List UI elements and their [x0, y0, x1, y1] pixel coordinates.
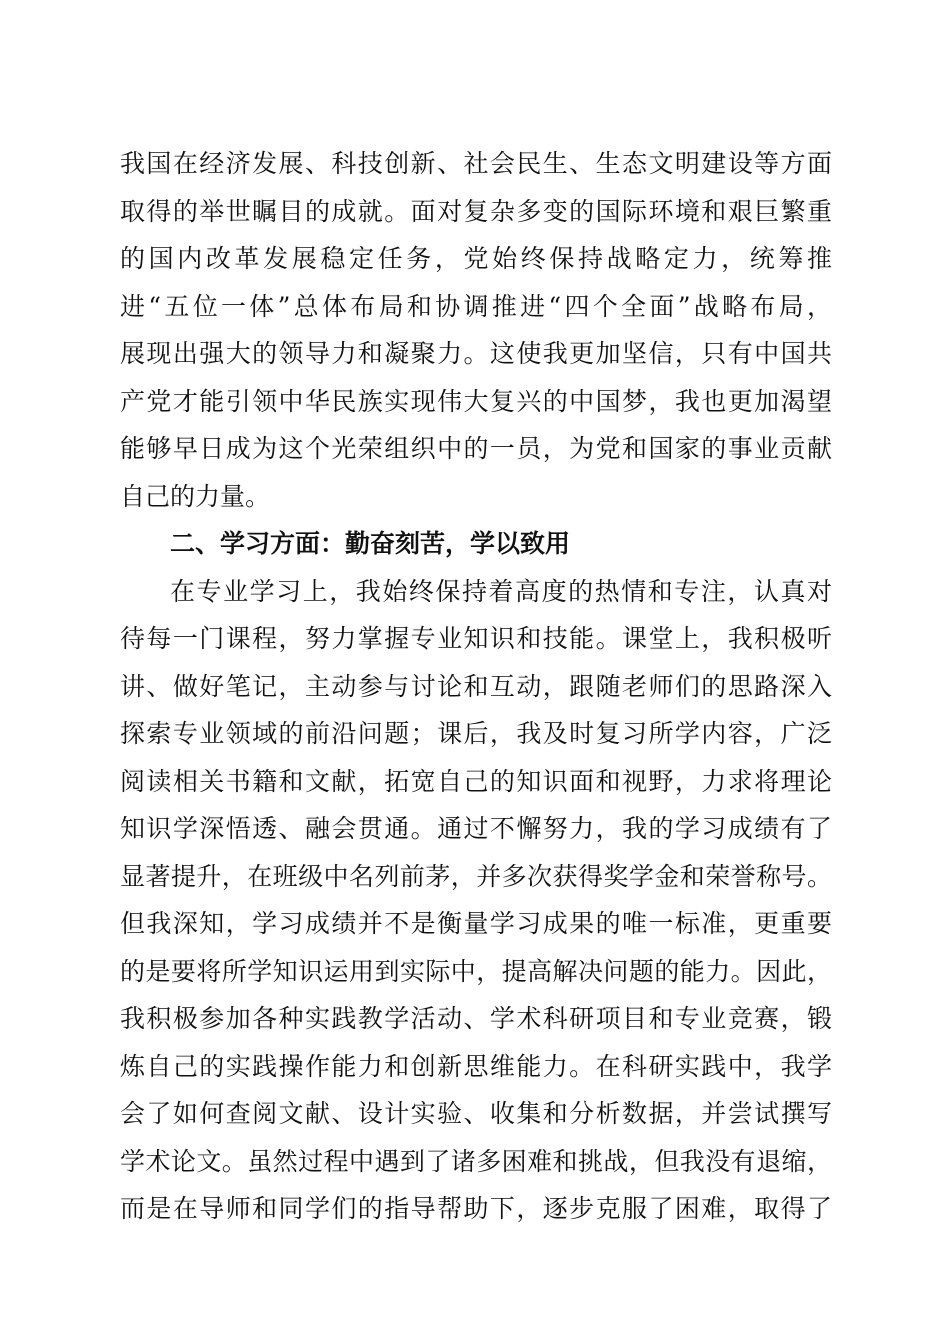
- paragraph-line: 取得的举世瞩目的成就。面对复杂多变的国际环境和艰巨繁重: [120, 196, 832, 226]
- paragraph-line: 学术论文。虽然过程中遇到了诸多困难和挑战，但我没有退缩，: [120, 1146, 832, 1176]
- paragraph-line: 显著提升，在班级中名列前茅，并多次获得奖学金和荣誉称号。: [120, 861, 832, 891]
- paragraph-line: 而是在导师和同学们的指导帮助下，逐步克服了困难，取得了: [120, 1194, 832, 1223]
- paragraph-line: 展现出强大的领导力和凝聚力。这使我更加坚信，只有中国共: [120, 339, 832, 368]
- paragraph-line: 讲、做好笔记，主动参与讨论和互动，跟随老师们的思路深入: [120, 671, 832, 701]
- paragraph-2: [120, 568, 832, 1233]
- paragraph-line: 探索专业领域的前沿问题；课后，我及时复习所学内容，广泛: [120, 719, 832, 748]
- paragraph-line: 炼自己的实践操作能力和创新思维能力。在科研实践中，我学: [120, 1051, 832, 1081]
- document-body: [120, 140, 832, 1233]
- paragraph-line: 自己的力量。: [120, 481, 271, 511]
- paragraph-line: 会了如何查阅文献、设计实验、收集和分析数据，并尝试撰写: [120, 1099, 832, 1128]
- paragraph-line: 产党才能引领中华民族实现伟大复兴的中国梦，我也更加渴望: [120, 386, 832, 416]
- paragraph-line: 待每一门课程，努力掌握专业知识和技能。课堂上，我积极听: [120, 624, 832, 653]
- paragraph-line: 进“五位一体”总体布局和协调推进“四个全面”战略布局，: [120, 291, 832, 321]
- section-heading: 二、学习方面：勤奋刻苦，学以致用: [170, 529, 571, 558]
- paragraph-line: 我国在经济发展、科技创新、社会民生、生态文明建设等方面: [120, 149, 832, 178]
- paragraph-line: 的国内改革发展稳定任务，党始终保持战略定力，统筹推: [120, 244, 832, 273]
- paragraph-line: 阅读相关书籍和文献，拓宽自己的知识面和视野，力求将理论: [120, 766, 832, 796]
- paragraph-line: 我积极参加各种实践教学活动、学术科研项目和专业竞赛，锻: [120, 1004, 832, 1033]
- paragraph-line: 在专业学习上，我始终保持着高度的热情和专注，认真对: [170, 576, 832, 606]
- paragraph-line: 知识学深悟透、融会贯通。通过不懈努力，我的学习成绩有了: [120, 814, 832, 843]
- paragraph-1: [120, 140, 832, 520]
- paragraph-line: 但我深知，学习成绩并不是衡量学习成果的唯一标准，更重要: [120, 909, 832, 938]
- paragraph-line: 能够早日成为这个光荣组织中的一员，为党和国家的事业贡献: [120, 434, 832, 463]
- paragraph-line: 的是要将所学知识运用到实际中，提高解决问题的能力。因此，: [120, 956, 832, 986]
